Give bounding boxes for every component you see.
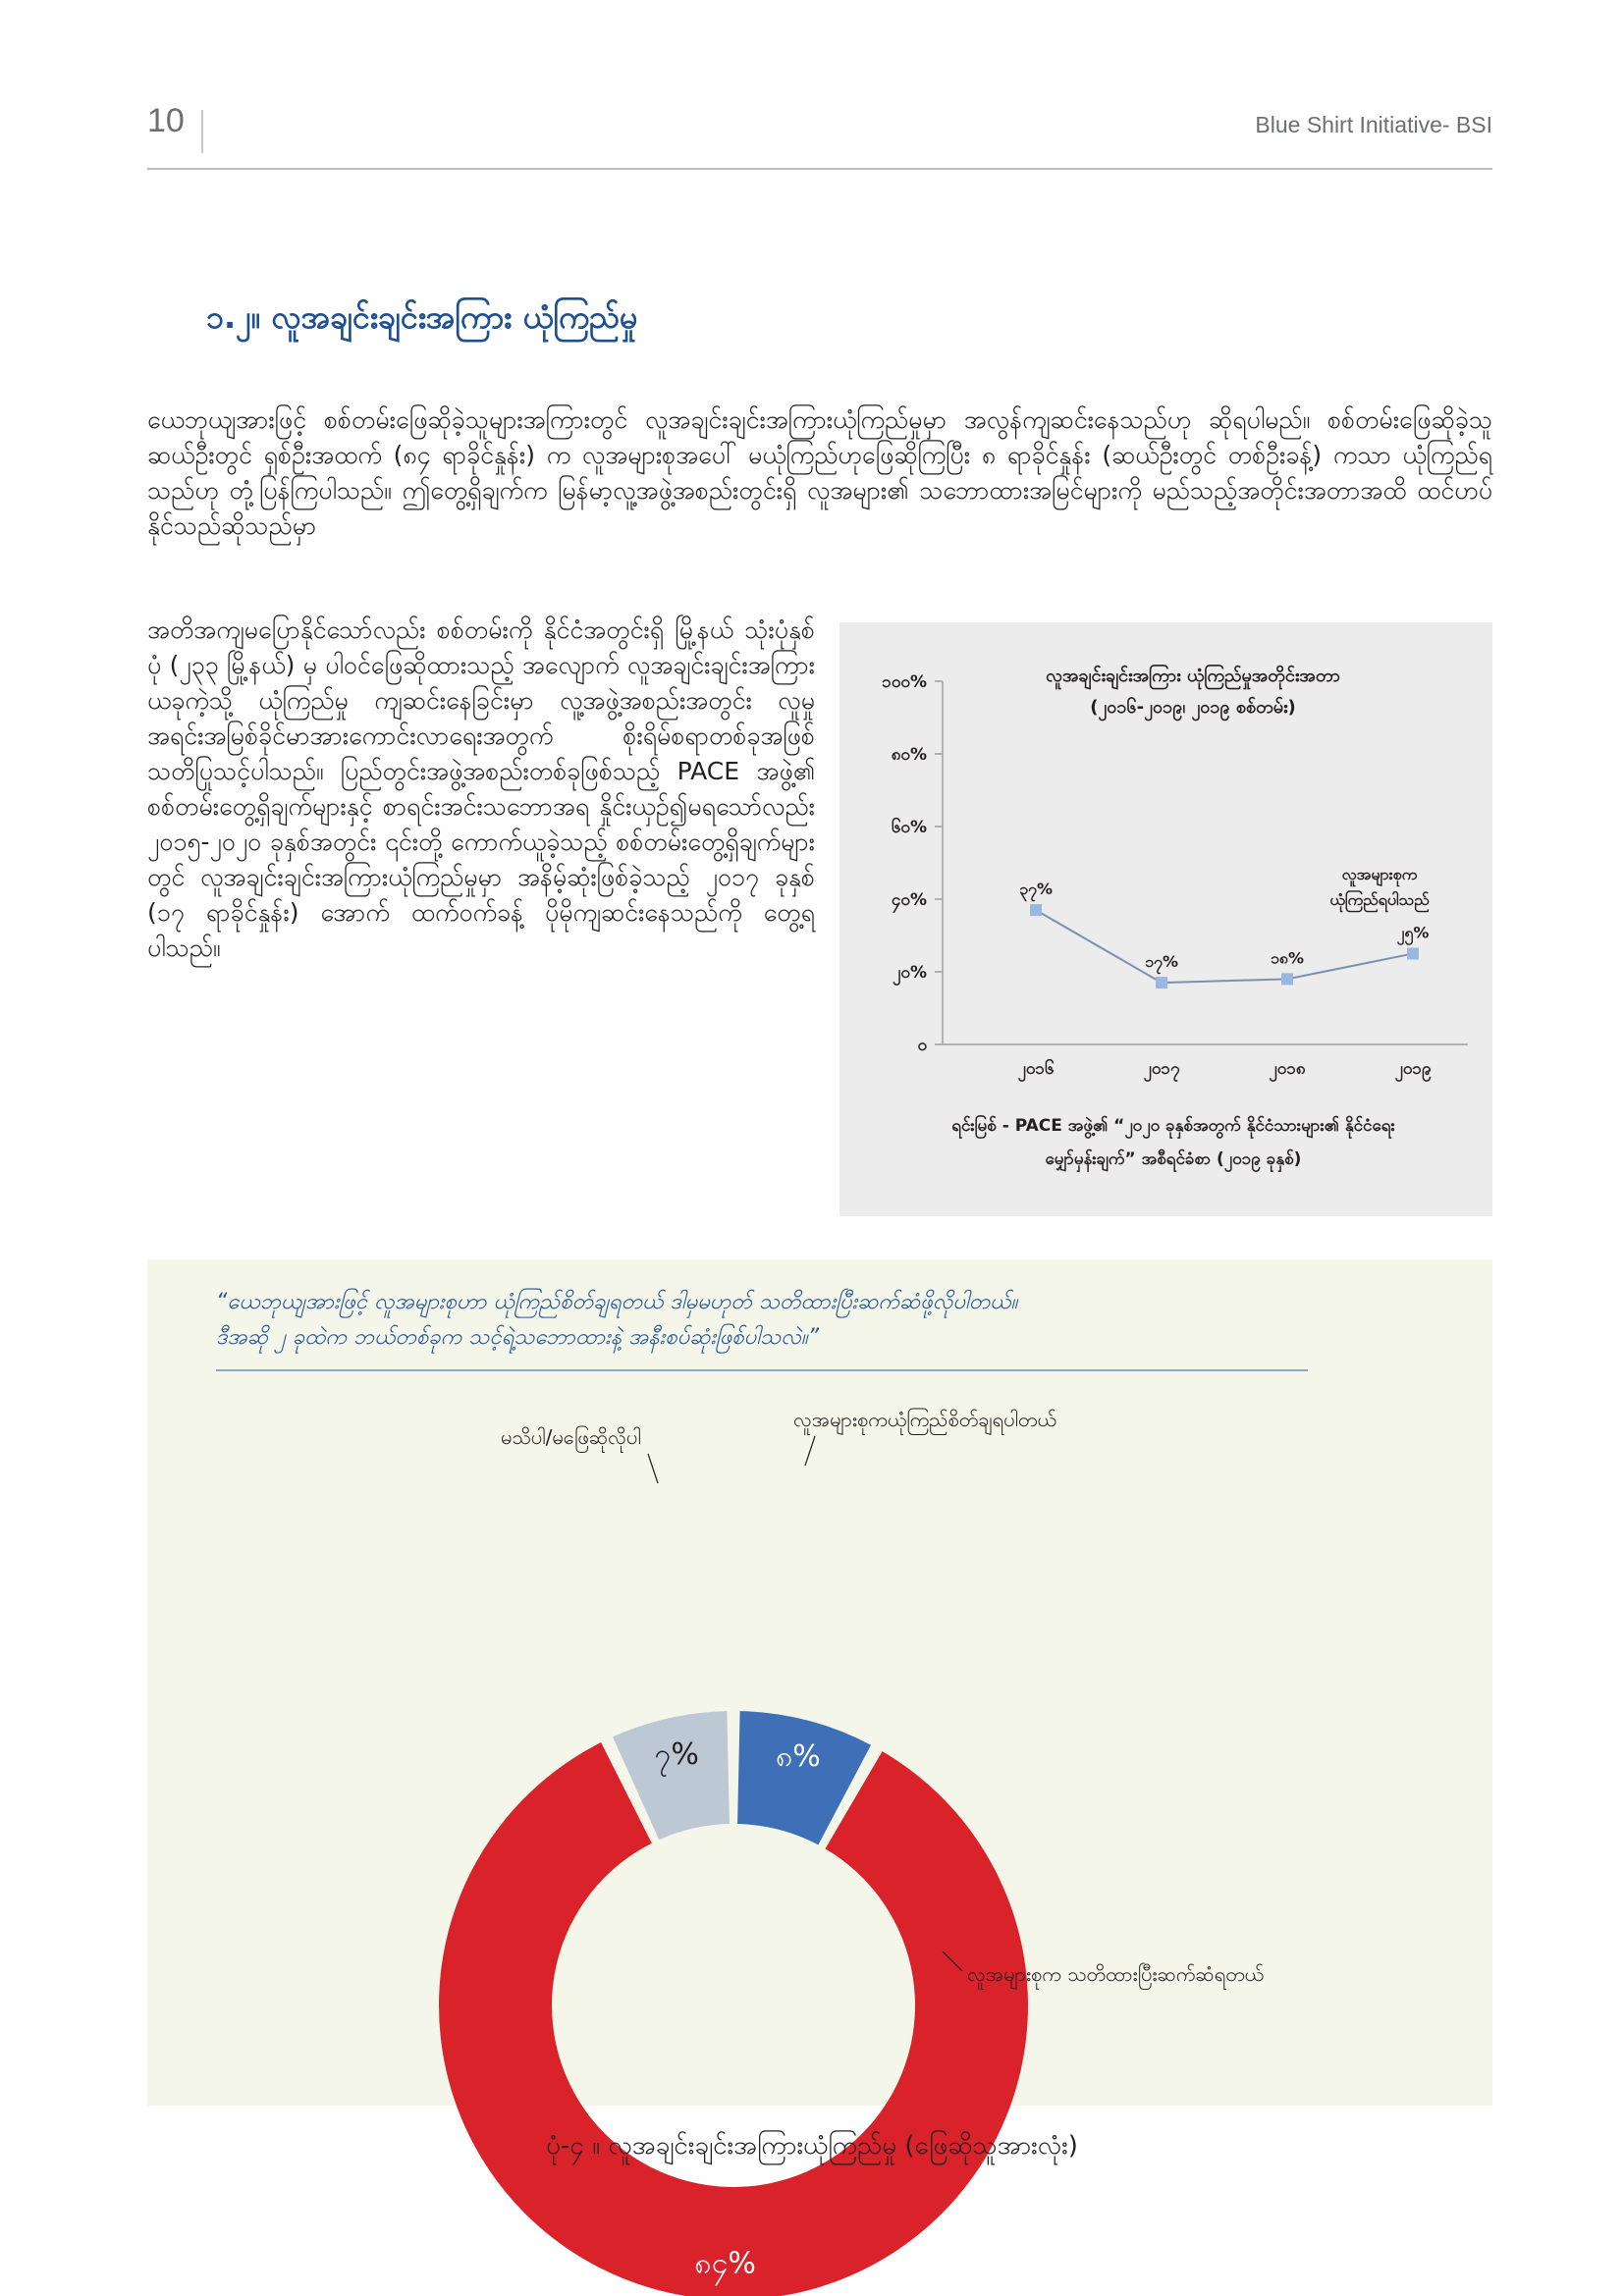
running-title: Blue Shirt Initiative- BSI bbox=[1255, 112, 1492, 137]
slice-value-label: ၈၄% bbox=[694, 2246, 756, 2281]
section-title: ၁.၂။ လူအချင်းချင်းအကြား ယုံကြည်မှု bbox=[206, 298, 638, 336]
data-label: ၃၇% bbox=[1018, 880, 1054, 899]
callout-leader bbox=[805, 1436, 815, 1466]
x-tick-labels bbox=[1017, 1057, 1431, 1083]
trust-trend-chart bbox=[839, 622, 1492, 1216]
body-paragraph-side: အတိအကျမပြောနိုင်သော်လည်း စစ်တမ်းကို နိုင်ငံအတွင်းရှိ မြို့နယ် သုံးပုံနှစ်ပုံ (၂၃၃ မြို့နယ်) မှ ပါဝင်ဖြေဆိုထားသည့် အလျောက် လူအချင်းချင်းအကြားယခုကဲ့သို့ ယုံကြည်မှု ကျဆင်းနေခြင်းမှာ လူ့အဖွဲ့အစည်းအတွင်း လူမှုအရင်းအမြစ်ခိုင်မာအားကောင်းလာရေးအတွက် စိုးရိမ်စရာတစ်ခုအဖြစ် သတိပြုသင့်ပါသည်။ ပြည်တွင်းအဖွဲ့အစည်းတစ်ခုဖြစ်သည့် PACE အဖွဲ့၏ စစ်တမ်းတွေ့ရှိချက်များနှင့် စာရင်းအင်းသဘောအရ နှိုင်းယှဉ်၍မရသော်လည်း ၂၀၁၅-၂၀၂၀ ခုနှစ်အတွင်း ၎င်းတို့ ကောက်ယူခဲ့သည့် စစ်တမ်းတွေ့ရှိချက်များတွင် လူအချင်းချင်းအကြားယုံကြည်မှုမှာ အနိမ့်ဆုံးဖြစ်ခဲ့သည့် ၂၀၁၇ ခုနှစ် (၁၇ ရာခိုင်နှုန်း) အောက် ထက်ဝက်ခန့် ပိုမိုကျဆင်းနေသည်ကို တွေ့ရပါသည်။ bbox=[147, 615, 815, 962]
y-tick-label: ၄၀% bbox=[891, 890, 927, 910]
body-paragraph-full: ယေဘုယျအားဖြင့် စစ်တမ်းဖြေဆိုခဲ့သူများအကြားတွင် လူအချင်းချင်းအကြားယုံကြည်မှုမှာ အလွန်ကျဆင်းနေသည်ဟု ဆိုရပါမည်။ စစ်တမ်းဖြေဆိုခဲ့သူ ဆယ်ဦးတွင် ရှစ်ဦးအထက် (၈၄ ရာခိုင်နှုန်း) က လူအများစုအပေါ် မယုံကြည်ဟုဖြေဆိုကြပြီး ၈ ရာခိုင်နှုန်း (ဆယ်ဦးတွင် တစ်ဦးခန့်) ကသာ ယုံကြည်ရသည်ဟု တုံ့ပြန်ကြပါသည်။ ဤတွေ့ရှိချက်က မြန်မာ့လူ့အဖွဲ့အစည်းတွင်းရှိ လူအများ၏ သဘောထားအမြင်များကို မည်သည့်အတိုင်းအတာအထိ ထင်ဟပ်နိုင်သည်ဆိုသည်မှာ bbox=[147, 405, 1492, 540]
data-point bbox=[1407, 948, 1419, 960]
slice-category-label: လူအများစုက သတိထားပြီးဆက်ဆံရတယ် bbox=[967, 1962, 1265, 1986]
donut-slice bbox=[439, 1742, 1028, 2296]
chart-source-line2: မျှော်မှန်းချက်” အစီရင်ခံစာ (၂၀၁၉ ခုနှစ်) bbox=[1045, 1149, 1302, 1169]
data-point bbox=[1281, 973, 1293, 985]
slice-value-label: ၇% bbox=[654, 1736, 699, 1772]
data-label: ၁၈% bbox=[1270, 948, 1305, 968]
y-tick-label: ၆၀% bbox=[891, 818, 927, 837]
y-tick-label: ၀ bbox=[917, 1036, 927, 1055]
trust-series-line bbox=[1036, 910, 1413, 983]
slice-value-label: ၈% bbox=[776, 1738, 821, 1774]
annotation-line1: လူအများစုက bbox=[1341, 865, 1418, 883]
data-point bbox=[1156, 977, 1167, 988]
page-number: 10 bbox=[147, 102, 185, 139]
figure-caption: ပုံ-၄ ။ လူအချင်းချင်းအကြားယုံကြည်မှု (ဖြေဆိုသူအားလုံး) bbox=[546, 2131, 1078, 2161]
quote-line1: “ယေဘုယျအားဖြင့် လူအများစုဟာ ယုံကြည်စိတ်ချရတယ် ဒါမှမဟုတ် သတိထားပြီးဆက်ဆံဖို့လိုပါတယ်။ bbox=[216, 1290, 1018, 1314]
x-tick-label: ၂၀၁၇ bbox=[1143, 1059, 1180, 1079]
chart-source-line1: ရင်းမြစ် - PACE အဖွဲ့၏ “၂၀၂၀ ခုနှစ်အတွက် နိုင်ငံသားများ၏ နိုင်ငံရေး bbox=[951, 1116, 1395, 1136]
line-chart-subtitle: (၂၀၁၆-၂၀၁၉၊ ၂၀၁၉ စစ်တမ်း) bbox=[1090, 697, 1296, 718]
y-ticks bbox=[882, 672, 943, 1055]
trust-trend-chart-svg bbox=[839, 622, 1492, 1216]
annotation-line2: ယုံကြည်ရပါသည် bbox=[1329, 890, 1430, 909]
x-tick-label: ၂၀၁၈ bbox=[1269, 1059, 1306, 1079]
quote-line2: ဒီအဆို ၂ ခုထဲက ဘယ်တစ်ခုက သင့်ရဲ့သဘောထားနဲ့ အနီးစပ်ဆုံးဖြစ်ပါသလဲ။” bbox=[216, 1325, 819, 1350]
callout-leader bbox=[648, 1454, 658, 1483]
x-tick-label: ၂၀၁၉ bbox=[1394, 1059, 1432, 1079]
y-tick-label: ၂၀% bbox=[893, 963, 927, 983]
y-tick-label: ၁၀၀% bbox=[882, 672, 927, 692]
slice-category-label: မသိပါ/မဖြေဆိုလိုပါ bbox=[501, 1425, 641, 1449]
data-label: ၂၅% bbox=[1396, 923, 1430, 942]
donut-slices bbox=[439, 1711, 1028, 2296]
slice-category-label: လူအများစုကယုံကြည်စိတ်ချရပါတယ် bbox=[793, 1408, 1056, 1431]
data-point bbox=[1030, 904, 1042, 916]
line-chart-title: လူအချင်းချင်းအကြား ယုံကြည်မှုအတိုင်းအတာ bbox=[1046, 666, 1340, 686]
header-rule bbox=[147, 168, 1492, 170]
header-divider bbox=[201, 110, 203, 153]
x-tick-label: ၂၀၁၆ bbox=[1017, 1059, 1055, 1079]
y-tick-label: ၈၀% bbox=[891, 745, 927, 765]
data-label: ၁၇% bbox=[1144, 952, 1179, 972]
